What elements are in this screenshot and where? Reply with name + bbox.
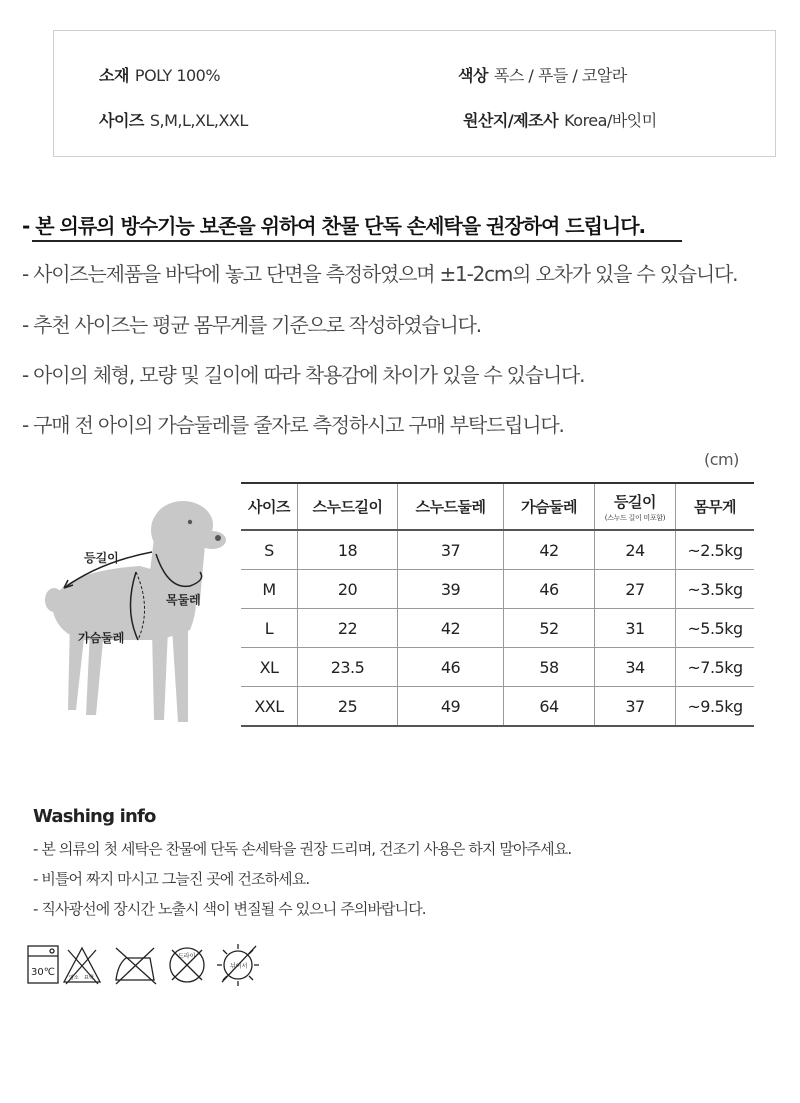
no-iron-icon: [116, 948, 156, 984]
note-item: - 아이의 체형, 모량 및 길이에 따라 착용감에 차이가 있을 수 있습니다.: [22, 363, 585, 387]
cell-snood-length: 23.5: [298, 648, 398, 687]
size-table-header: [241, 483, 754, 530]
cell-weight: ~9.5kg: [676, 687, 755, 727]
cell-weight: ~3.5kg: [676, 570, 755, 609]
cell-chest: 42: [504, 530, 595, 570]
cell-snood-length: 22: [298, 609, 398, 648]
col-back-length-label: 등길이: [614, 492, 656, 511]
dry-label: 드라이: [178, 953, 196, 960]
cell-snood-circumference: 37: [398, 530, 504, 570]
cell-size: S: [241, 530, 298, 570]
unit-label: (cm): [704, 450, 739, 469]
dog-diagram: [40, 490, 240, 730]
spec-color: [458, 63, 627, 86]
col-back-length-subnote: (스누드 길이 미포함): [604, 513, 666, 522]
cell-snood-circumference: 46: [398, 648, 504, 687]
care-icons: [26, 940, 266, 990]
size-table: [241, 482, 754, 727]
material-label: 소재: [99, 66, 129, 85]
spec-origin: [463, 108, 657, 131]
origin-label: 원산지/제조사: [463, 111, 559, 130]
bleach-right-label: 표백: [84, 975, 94, 981]
color-value: 폭스 / 푸들 / 코알라: [493, 66, 627, 85]
cell-size: XXL: [241, 687, 298, 727]
col-weight: 몸무게: [676, 483, 755, 530]
chest-label: 가슴둘레: [78, 631, 125, 645]
washing-title: Washing info: [33, 806, 156, 827]
cell-chest: 58: [504, 648, 595, 687]
col-snood-circumference: 스누드둘레: [398, 483, 504, 530]
note-item: - 구매 전 아이의 가슴둘레를 줄자로 측정하시고 구매 부탁드립니다.: [22, 413, 564, 437]
note-main: - 본 의류의 방수기능 보존을 위하여 찬물 단독 손세탁을 권장하여 드립니다.: [22, 214, 646, 238]
cell-snood-circumference: 49: [398, 687, 504, 727]
cell-weight: ~5.5kg: [676, 609, 755, 648]
cell-snood-circumference: 42: [398, 609, 504, 648]
col-snood-length: 스누드길이: [298, 483, 398, 530]
cell-back-length: 31: [595, 609, 676, 648]
neck-label: 목둘레: [166, 593, 201, 607]
col-chest: 가슴둘레: [504, 483, 595, 530]
origin-value: Korea/바잇미: [564, 111, 657, 130]
dog-silhouette-icon: [45, 501, 226, 722]
color-label: 색상: [458, 66, 488, 85]
note-item: - 추천 사이즈는 평균 몸무게를 기준으로 작성하였습니다.: [22, 313, 481, 337]
table-row: [241, 530, 754, 570]
cell-back-length: 27: [595, 570, 676, 609]
size-label: 사이즈: [99, 111, 144, 130]
cell-back-length: 34: [595, 648, 676, 687]
spec-box: [53, 30, 776, 157]
cell-snood-circumference: 39: [398, 570, 504, 609]
cell-snood-length: 25: [298, 687, 398, 727]
cell-snood-length: 20: [298, 570, 398, 609]
washing-line: - 본 의류의 첫 세탁은 찬물에 단독 손세탁을 권장 드리며, 건조기 사용은 하지 말아주세요.: [33, 840, 572, 858]
cell-chest: 52: [504, 609, 595, 648]
col-size: 사이즈: [241, 483, 298, 530]
spec-material: [99, 63, 220, 86]
cell-weight: ~2.5kg: [676, 530, 755, 570]
material-value: POLY 100%: [134, 66, 221, 85]
col-back-length: [595, 483, 676, 530]
washing-line: - 비틀어 짜지 마시고 그늘진 곳에 건조하세요.: [33, 870, 310, 888]
temp-label: 30℃: [31, 967, 55, 978]
note-item: - 사이즈는제품을 바닥에 놓고 단면을 측정하였으며 ±1-2cm의 오차가 있을 수 있습니다.: [22, 262, 738, 286]
size-value: S,M,L,XL,XXL: [149, 111, 248, 130]
bleach-left-label: 염소: [69, 975, 79, 981]
cell-size: M: [241, 570, 298, 609]
table-row: [241, 570, 754, 609]
cell-size: L: [241, 609, 298, 648]
cell-snood-length: 18: [298, 530, 398, 570]
cell-back-length: 24: [595, 530, 676, 570]
back-length-label: 등길이: [84, 551, 119, 565]
cell-weight: ~7.5kg: [676, 648, 755, 687]
washing-line: - 직사광선에 장시간 노출시 색이 변질될 수 있으니 주의바랍니다.: [33, 900, 426, 918]
cell-back-length: 37: [595, 687, 676, 727]
spec-size: [99, 108, 248, 131]
table-row: [241, 609, 754, 648]
cell-size: XL: [241, 648, 298, 687]
cell-chest: 64: [504, 687, 595, 727]
cell-chest: 46: [504, 570, 595, 609]
table-row: [241, 687, 754, 727]
flat-label: 뉘어서: [230, 963, 248, 970]
table-row: [241, 648, 754, 687]
note-underline: [32, 240, 682, 242]
